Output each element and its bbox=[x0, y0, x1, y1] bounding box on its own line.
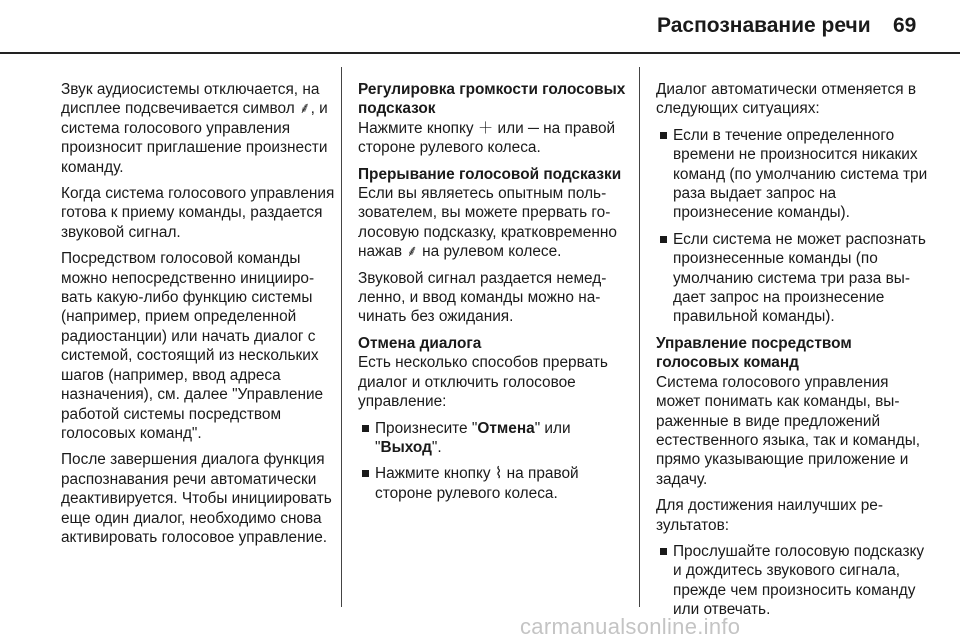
command-word: Выход bbox=[380, 438, 432, 456]
list-item: Если система не может распознать произнесенные команды (по умолчанию система три раза выдает запрос на произнесение правильной команды). bbox=[656, 230, 931, 327]
list-item: Нажмите кнопку ⌇ на правой стороне рулевого колеса. bbox=[358, 464, 628, 503]
section-heading: Управление посредством голосовых команд bbox=[656, 334, 852, 372]
watermark: carmanualsonline.info bbox=[520, 614, 741, 639]
column-divider-1 bbox=[341, 67, 342, 607]
paragraph: Звуковой сигнал раздается немедленно, и ввод команды можно начинать без ожидания. bbox=[358, 269, 607, 326]
section-heading: Прерывание голосовой подсказки bbox=[358, 165, 622, 183]
page-number: 69 bbox=[893, 14, 917, 37]
paragraph: Нажмите кнопку ＋ или ─ на правой стороне рулевого колеса. bbox=[358, 119, 616, 157]
paragraph: Звук аудиосистемы отключается, на дисплее подсвечивается символ ⸙, и система голосового управления произносит приглашение произнести команду. bbox=[61, 81, 328, 176]
bullet-list bbox=[656, 126, 931, 327]
bullet-list bbox=[656, 542, 931, 620]
paragraph: Когда система голосового управления готова к приему команды, раздается звуковой сигнал. bbox=[61, 185, 335, 241]
paragraph: Есть несколько способов прервать диалог и отключить голосовое управление: bbox=[358, 354, 608, 411]
paragraph: После завершения диалога функция распознавания речи автоматически деактивируется. Чтобы инициировать еще один диалог, необходимо снова активировать голосовое управление. bbox=[61, 451, 332, 546]
paragraph: Для достижения наилучших результатов: bbox=[656, 497, 883, 534]
paragraph: Если вы являетесь опытным пользователем, вы можете прервать голосовую подсказку, кратковременно нажав ⸙ на рулевом колесе. bbox=[358, 185, 617, 261]
list-text: Произнесите " bbox=[375, 419, 478, 437]
paragraph: Посредством голосовой команды можно непосредственно инициировать какую-либо функцию системы (например, прием определенной радиостанции) или начать диалог с системой, состоящий из нескольких шагов (например, ввод адреса назначения), см. далее "Управление работой системы посредством голосовых команд". bbox=[61, 250, 324, 442]
command-word: Отмена bbox=[477, 419, 535, 437]
section-heading: Регулировка громкости голосовых подсказок bbox=[358, 81, 626, 118]
column-1 bbox=[61, 80, 336, 554]
list-text: ". bbox=[431, 438, 442, 456]
list-item bbox=[358, 419, 628, 458]
section-heading: Отмена диалога bbox=[358, 334, 482, 352]
paragraph: Система голосового управления может понимать как команды, выраженные в виде предложений естественного языка, так и команды, прямо указывающие приложение и задачу. bbox=[656, 373, 921, 488]
bullet-list bbox=[358, 419, 628, 504]
page-title: Распознавание речи bbox=[657, 14, 871, 37]
list-item: Прослушайте голосовую подсказку и дождитесь звукового сигнала, прежде чем произносить команду или отвечать. bbox=[656, 542, 931, 620]
paragraph: Диалог автоматически отменяется в следующих ситуациях: bbox=[656, 81, 916, 118]
column-2 bbox=[358, 80, 628, 510]
list-text: " или " bbox=[375, 419, 571, 456]
header-divider bbox=[0, 52, 960, 54]
column-divider-2 bbox=[639, 67, 640, 607]
list-item: Если в течение определенного времени не произносится никаких команд (по умолчанию система три раза выдает запрос на произнесение команды). bbox=[656, 126, 931, 223]
column-3 bbox=[656, 80, 931, 627]
